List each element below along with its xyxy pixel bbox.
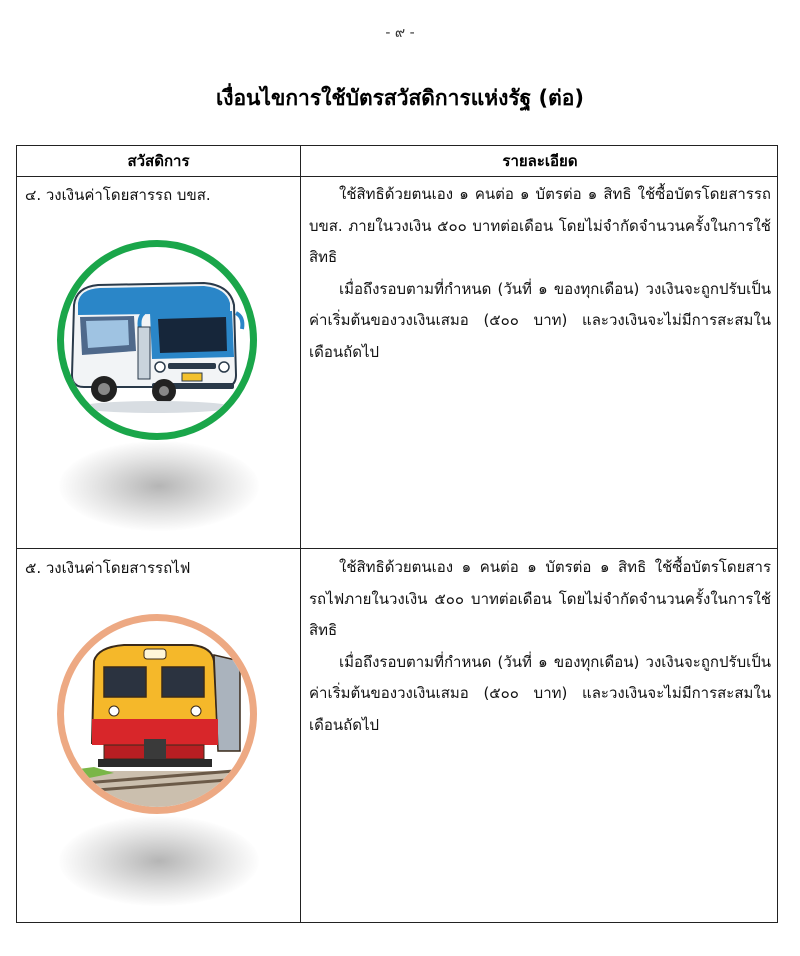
row-label-bus-fare: ๔. วงเงินค่าโดยสารรถ บขส. [25, 186, 211, 204]
page-number: - ๙ - [385, 25, 415, 41]
row-divider [17, 548, 777, 549]
column-divider [300, 146, 301, 922]
image-shadow [59, 816, 259, 906]
row-label-train-fare: ๕. วงเงินค่าโดยสารรถไฟ [25, 559, 191, 577]
welfare-table [16, 145, 778, 923]
details-paragraph: เมื่อถึงรอบตามที่กำหนด (วันที่ ๑ ของทุกเดือน) วงเงินจะถูกปรับเป็นค่าเริ่มต้นของวงเงินเสมอ (๕๐๐ บาท) และวงเงินจะไม่มีการสะสมในเดือนถัดไป [309, 279, 771, 361]
details-paragraph: เมื่อถึงรอบตามที่กำหนด (วันที่ ๑ ของทุกเดือน) วงเงินจะถูกปรับเป็นค่าเริ่มต้นของวงเงินเสมอ (๕๐๐ บาท) และวงเงินจะไม่มีการสะสมในเดือนถัดไป [309, 652, 771, 734]
train-icon [57, 614, 257, 814]
bus-icon [57, 240, 257, 440]
header-details: รายละเอียด [502, 152, 578, 170]
page-title: เงื่อนไขการใช้บัตรสวัสดิการแห่งรัฐ (ต่อ) [216, 86, 584, 110]
row-details-bus-fare [309, 179, 771, 368]
details-paragraph: ใช้สิทธิด้วยตนเอง ๑ คนต่อ ๑ บัตรต่อ ๑ สิทธิ ใช้ซื้อบัตรโดยสารรถ บขส. ภายในวงเงิน ๕๐๐ บาทต่อเดือน โดยไม่จำกัดจำนวนครั้งในการใช้สิทธิ [309, 185, 771, 266]
header-welfare: สวัสดิการ [127, 152, 190, 170]
details-paragraph: ใช้สิทธิด้วยตนเอง ๑ คนต่อ ๑ บัตรต่อ ๑ สิทธิ ใช้ซื้อบัตรโดยสารรถไฟภายในวงเงิน ๕๐๐ บาทต่อเดือน โดยไม่จำกัดจำนวนครั้งในการใช้สิทธิ [309, 558, 771, 639]
image-shadow [59, 441, 259, 531]
header-divider [17, 176, 777, 177]
row-details-train-fare [309, 552, 771, 741]
